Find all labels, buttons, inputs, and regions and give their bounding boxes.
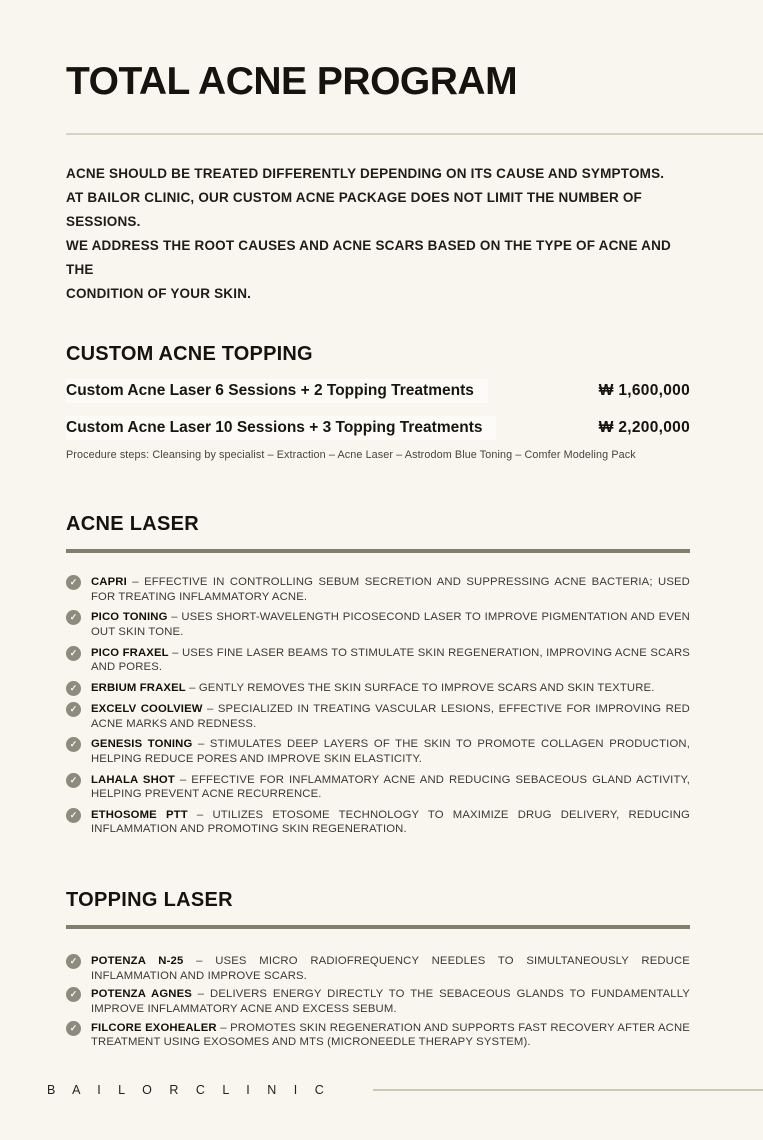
list-item (66, 1021, 690, 1050)
package-price: ₩ 2,200,000 (598, 419, 690, 436)
list-item (66, 954, 690, 983)
check-icon: ✓ (66, 681, 81, 696)
list-item-text (91, 610, 690, 639)
check-icon: ✓ (66, 575, 81, 590)
dash-separator: – (196, 955, 203, 967)
treatment-name: CAPRI (91, 576, 127, 588)
list-item (66, 702, 690, 731)
treatment-name: LAHALA SHOT (91, 773, 175, 786)
procedure-steps-note: Procedure steps: Cleansing by specialist – Extraction – Acne Laser – Astrodom Blue Toning – Comfer Modeling Pack (66, 449, 636, 461)
intro-paragraph (66, 162, 690, 306)
price-row (66, 416, 690, 440)
list-item (66, 808, 690, 837)
list-item-text (91, 702, 690, 731)
check-icon: ✓ (66, 808, 81, 823)
topping-laser-divider (66, 925, 690, 929)
section-heading-custom-acne-topping: CUSTOM ACNE TOPPING (66, 343, 313, 365)
treatment-description: PROMOTES SKIN REGENERATION AND SUPPORTS FAST RECOVERY AFTER ACNE TREATMENT USING EXOSOMES AND MTS (MICRONEEDLE THERAPY SYSTEM). (91, 1021, 690, 1049)
treatment-description: SPECIALIZED IN TREATING VASCULAR LESIONS, EFFECTIVE FOR IMPROVING RED ACNE MARKS AND REDNESS. (91, 702, 690, 730)
dash-separator: – (197, 988, 205, 1001)
dash-separator: – (171, 611, 178, 624)
treatment-name: PICO TONING (91, 611, 168, 624)
list-item-text (91, 575, 690, 604)
list-item-text (91, 737, 690, 766)
treatment-description: UTILIZES ETOSOME TECHNOLOGY TO MAXIMIZE DRUG DELIVERY, REDUCING INFLAMMATION AND PROMOTING SKIN REGENERATION. (91, 808, 690, 836)
list-item-text (91, 773, 690, 802)
dash-separator: – (172, 646, 179, 659)
list-item-text (91, 646, 690, 675)
footer (47, 1083, 763, 1097)
check-icon: ✓ (66, 1021, 81, 1036)
dash-separator: – (189, 681, 196, 694)
treatment-name: EXCELV COOLVIEW (91, 702, 203, 715)
dash-separator: – (132, 576, 139, 588)
page-title: TOTAL ACNE PROGRAM (66, 60, 518, 103)
treatment-description: EFFECTIVE IN CONTROLLING SEBUM SECRETION AND SUPPRESSING ACNE BACTERIA; USED FOR TREATING INFLAMMATORY ACNE. (91, 576, 690, 603)
treatment-name: ERBIUM FRAXEL (91, 681, 186, 694)
check-icon: ✓ (66, 737, 81, 752)
treatment-description: USES MICRO RADIOFREQUENCY NEEDLES TO SIMULTANEOUSLY REDUCE INFLAMMATION AND IMPROVE SCARS. (91, 955, 690, 982)
check-icon: ✓ (66, 987, 81, 1002)
treatment-description: DELIVERS ENERGY DIRECTLY TO THE SEBACEOUS GLANDS TO FUNDAMENTALLY IMPROVE INFLAMMATORY ACNE AND EXCESS SEBUM. (91, 988, 690, 1015)
list-item-text (91, 954, 690, 983)
acne-laser-list (66, 575, 690, 837)
topping-laser-list (66, 954, 690, 1050)
list-item-text (91, 808, 690, 837)
list-item (66, 773, 690, 802)
package-name: Custom Acne Laser 10 Sessions + 3 Topping Treatments (66, 416, 496, 440)
check-icon: ✓ (66, 646, 81, 661)
footer-divider (373, 1089, 763, 1091)
section-heading-topping-laser: TOPPING LASER (66, 889, 233, 911)
page (0, 60, 763, 104)
list-item (66, 646, 690, 675)
intro-line: WE ADDRESS THE ROOT CAUSES AND ACNE SCARS BASED ON THE TYPE OF ACNE AND THE (66, 238, 671, 277)
package-price: ₩ 1,600,000 (598, 382, 690, 399)
check-icon: ✓ (66, 610, 81, 625)
dash-separator: – (196, 808, 204, 821)
treatment-name: POTENZA N-25 (91, 955, 184, 967)
list-item-text (91, 681, 654, 696)
treatment-description: EFFECTIVE FOR INFLAMMATORY ACNE AND REDUCING SEBACEOUS GLAND ACTIVITY, HELPING PREVENT ACNE RECURRENCE. (91, 773, 691, 801)
intro-line: CONDITION OF YOUR SKIN. (66, 286, 252, 301)
check-icon: ✓ (66, 773, 81, 788)
section-heading-acne-laser: ACNE LASER (66, 513, 200, 535)
dash-separator: – (179, 773, 187, 786)
list-item-text (91, 1021, 690, 1050)
clinic-brand: B A I L O R C L I N I C (47, 1083, 331, 1097)
list-item (66, 987, 690, 1016)
intro-line: ACNE SHOULD BE TREATED DIFFERENTLY DEPENDING ON ITS CAUSE AND SYMPTOMS. (66, 166, 665, 181)
list-item (66, 737, 690, 766)
treatment-name: PICO FRAXEL (91, 646, 169, 659)
list-item (66, 610, 690, 639)
treatment-description: USES SHORT-WAVELENGTH PICOSECOND LASER TO IMPROVE PIGMENTATION AND EVEN OUT SKIN TONE. (91, 611, 690, 638)
acne-laser-divider (66, 549, 690, 553)
list-item-text (91, 987, 690, 1016)
treatment-name: ETHOSOME PTT (91, 808, 188, 821)
dash-separator: – (197, 738, 205, 751)
treatment-description: GENTLY REMOVES THE SKIN SURFACE TO IMPROVE SCARS AND SKIN TEXTURE. (198, 681, 655, 694)
intro-line: AT BAILOR CLINIC, OUR CUSTOM ACNE PACKAGE DOES NOT LIMIT THE NUMBER OF SESSIONS. (66, 190, 642, 229)
treatment-description: USES FINE LASER BEAMS TO STIMULATE SKIN REGENERATION, IMPROVING ACNE SCARS AND PORES. (91, 646, 690, 674)
check-icon: ✓ (66, 954, 81, 969)
check-icon: ✓ (66, 702, 81, 717)
price-row (66, 379, 690, 403)
package-name: Custom Acne Laser 6 Sessions + 2 Topping Treatments (66, 379, 488, 403)
treatment-name: POTENZA AGNES (91, 988, 192, 1001)
list-item (66, 575, 690, 604)
title-divider (66, 133, 763, 135)
dash-separator: – (220, 1021, 227, 1034)
dash-separator: – (207, 702, 214, 715)
treatment-name: GENESIS TONING (91, 738, 193, 751)
treatment-description: STIMULATES DEEP LAYERS OF THE SKIN TO PROMOTE COLLAGEN PRODUCTION, HELPING REDUCE PORES AND IMPROVE SKIN ELASTICITY. (91, 738, 690, 765)
treatment-name: FILCORE EXOHEALER (91, 1021, 217, 1034)
list-item (66, 681, 690, 696)
